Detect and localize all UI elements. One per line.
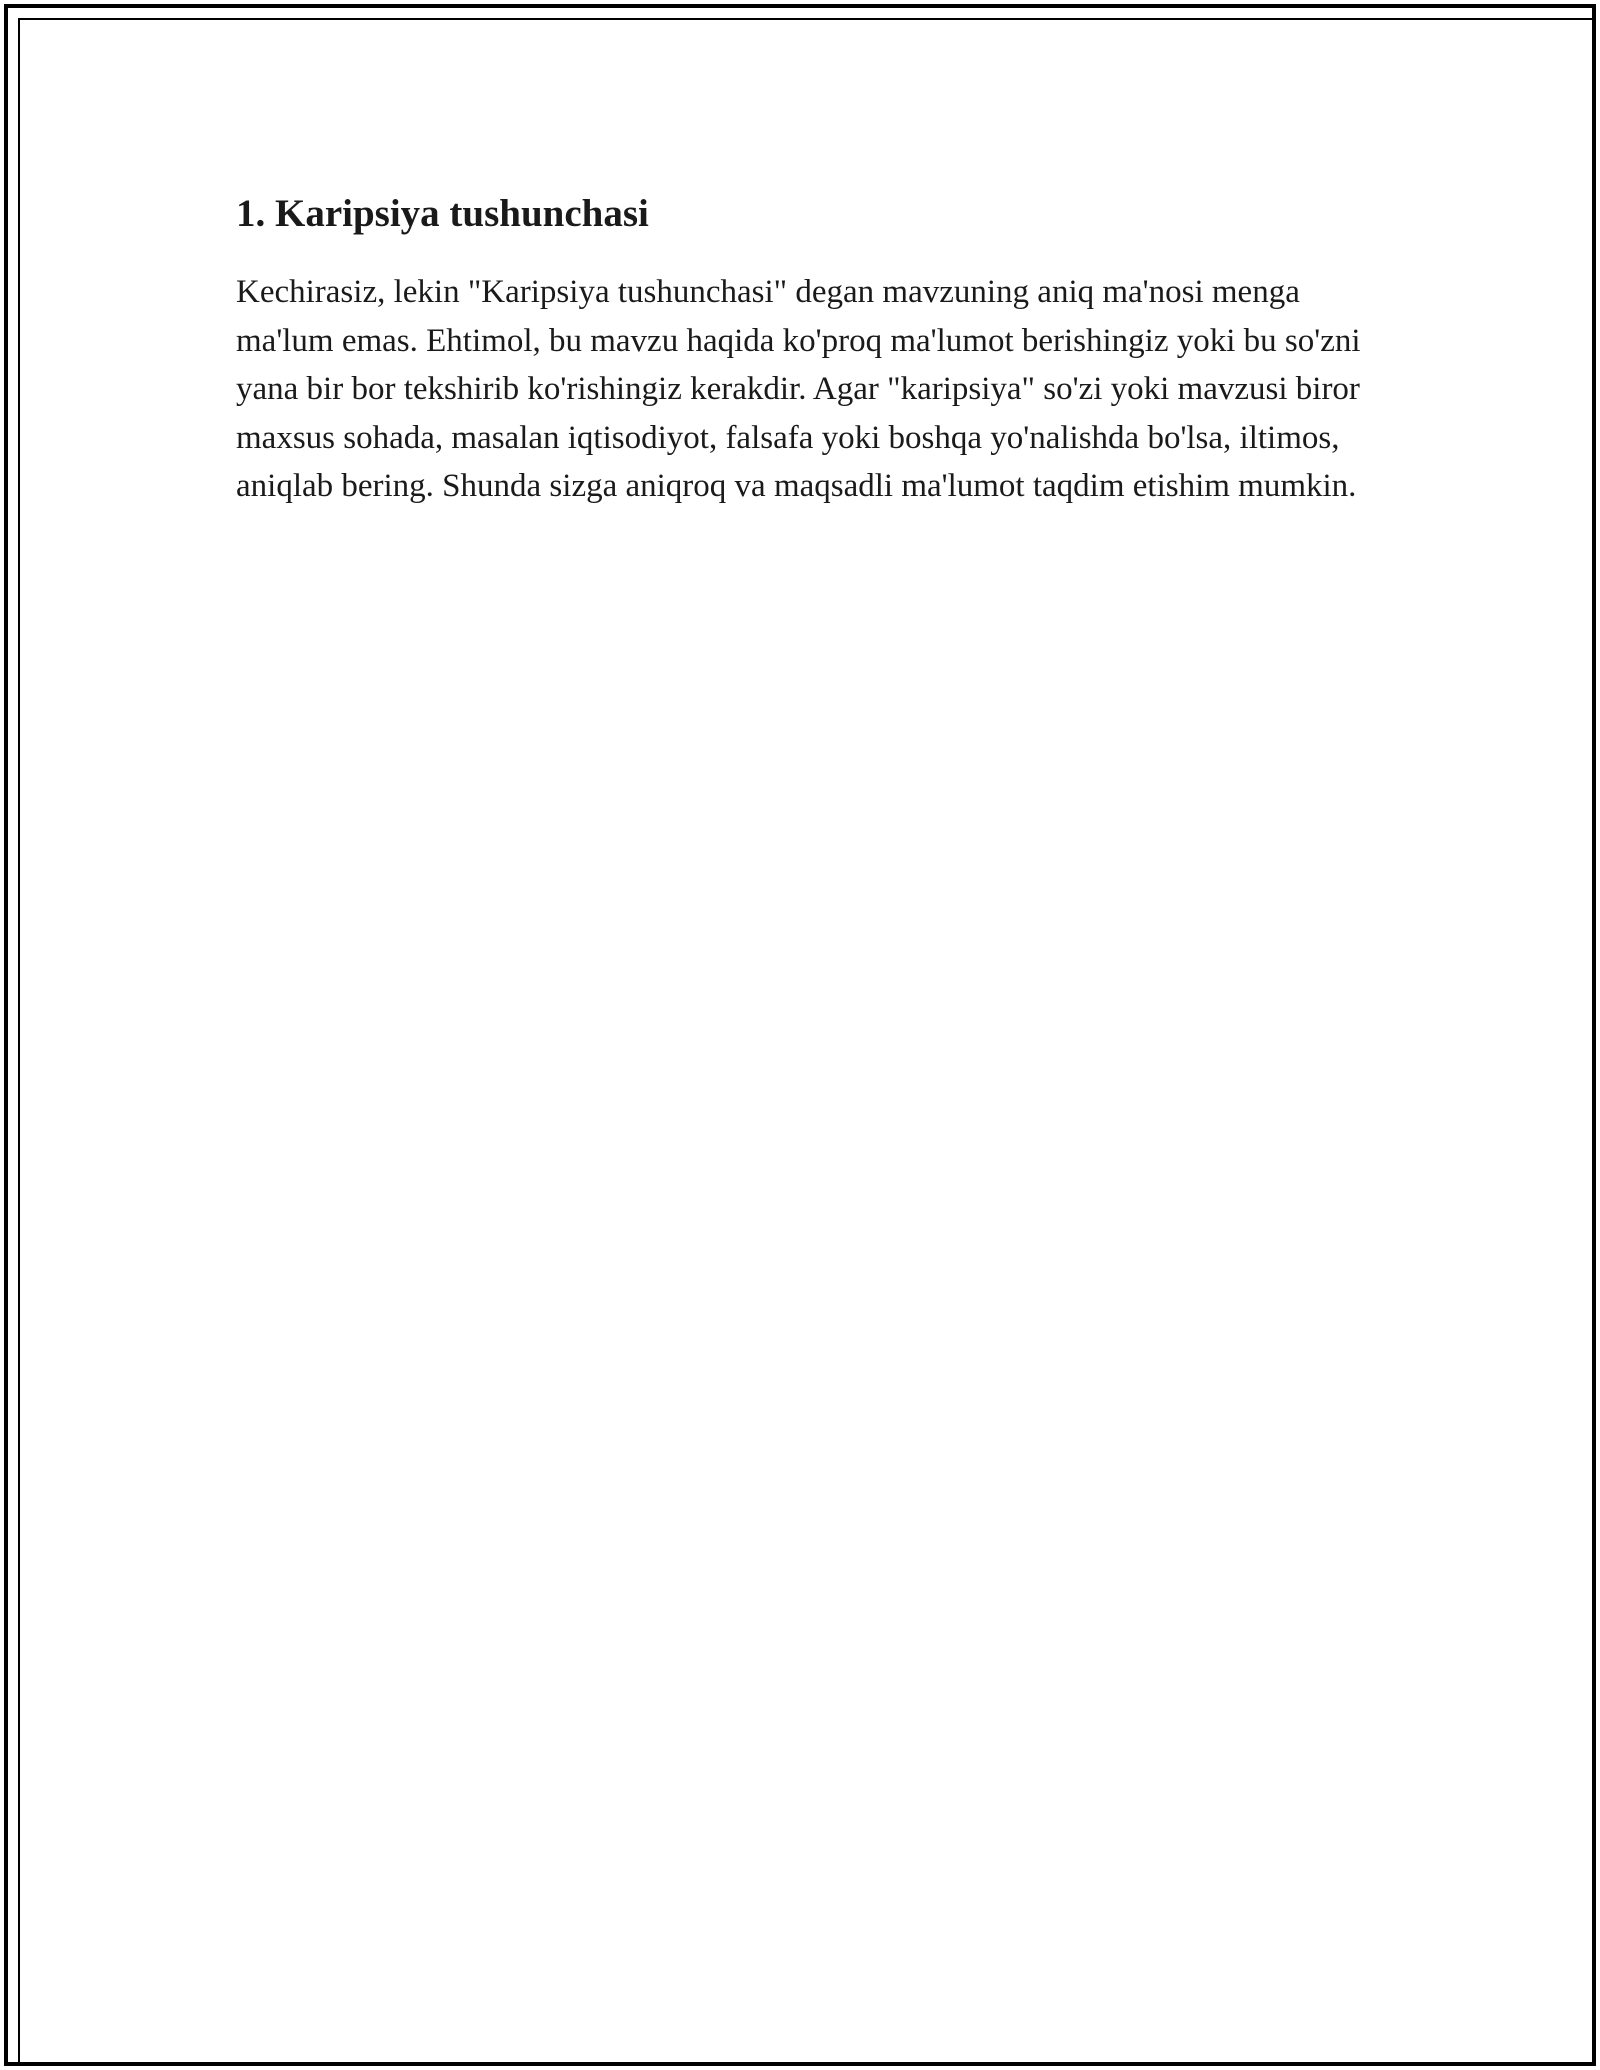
section-title: 1. Karipsiya tushunchasi: [236, 192, 649, 235]
body-paragraph: Kechirasiz, lekin "Karipsiya tushunchasi" degan mavzuning aniq ma'nosi menga ma'lum emas. Ehtimol, bu mavzu haqida ko'proq ma'lumot berishingiz yoki bu so'zni yana bir bor tekshirib ko'rishingiz kerakdir. Agar "karipsiya" so'zi yoki mavzusi biror maxsus sohada, masalan iqtisodiyot, falsafa yoki boshqa yo'nalishda bo'lsa, iltimos, aniqlab bering. Shunda sizga aniqroq va maqsadli ma'lumot taqdim etishim mumkin.: [236, 274, 1361, 505]
document-content: [236, 186, 1366, 511]
